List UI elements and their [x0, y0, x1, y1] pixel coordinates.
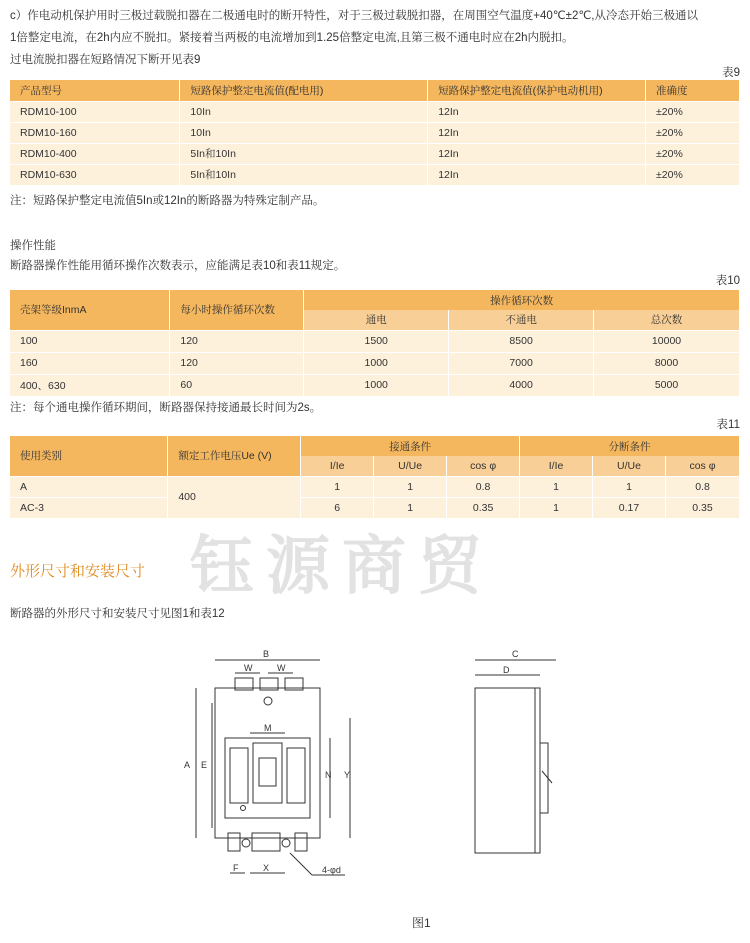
t11-cell: 1	[520, 476, 593, 497]
t11-cell: 1	[520, 497, 593, 518]
t11-sub: cos φ	[665, 456, 739, 476]
dim-W-left: W	[244, 663, 253, 673]
table9-label: 表9	[722, 67, 740, 79]
t11-sub: U/Ue	[374, 456, 447, 476]
t9-cell: RDM10-630	[10, 164, 180, 185]
t9-cell: 12In	[428, 122, 646, 143]
t9-cell: 12In	[428, 143, 646, 164]
t9-cell: 12In	[428, 101, 646, 122]
t10-cell: 5000	[594, 374, 740, 396]
t11-cell: 1	[301, 476, 374, 497]
dim-N: N	[325, 770, 332, 780]
dim-Y: Y	[344, 770, 351, 780]
t9-cell: ±20%	[646, 164, 740, 185]
t9-cell: RDM10-160	[10, 122, 180, 143]
t10-sub-not-energized: 不通电	[449, 310, 594, 330]
table-11	[10, 436, 740, 518]
dim-phi: 4-φd	[322, 865, 341, 875]
table-row	[10, 476, 740, 497]
table11-label: 表11	[716, 419, 740, 431]
t10-header-cycles: 操作循环次数	[304, 290, 740, 310]
t10-cell: 100	[10, 330, 170, 352]
intro-line-2: 1倍整定电流，在2h内应不脱扣。紧接着当两极的电流增加到1.25倍整定电流,且第三极不通电时应在2h内脱扣。	[10, 32, 574, 44]
t11-voltage: 400	[168, 476, 301, 518]
t10-cell: 8500	[449, 330, 594, 352]
t11-header-voltage: 额定工作电压Ue (V)	[168, 436, 301, 476]
table10-label: 表10	[715, 275, 740, 287]
t10-cell: 4000	[449, 374, 594, 396]
t10-cell: 120	[170, 352, 304, 374]
t10-cell: 400、630	[10, 374, 170, 396]
t9-cell: RDM10-100	[10, 101, 180, 122]
table-row	[10, 330, 740, 352]
t10-header-per-hour: 每小时操作循环次数	[170, 290, 304, 330]
t11-header-break: 分断条件	[520, 436, 740, 456]
t11-cell: 6	[301, 497, 374, 518]
t11-cell: 0.17	[593, 497, 666, 518]
front-view-body	[215, 688, 320, 838]
t9-cell: 5In和10In	[180, 143, 428, 164]
operation-title: 操作性能	[10, 240, 56, 252]
operation-desc: 断路器操作性能用循环操作次数表示，应能满足表10和表11规定。	[10, 260, 346, 272]
table-row	[10, 164, 740, 185]
table-row	[10, 374, 740, 396]
watermark-text: 钰源商贸	[190, 530, 494, 604]
table-row	[10, 101, 740, 122]
t11-cell: 1	[374, 497, 447, 518]
t9-cell: 10In	[180, 122, 428, 143]
t11-cell: AC-3	[10, 497, 168, 518]
intro-line-3: 过电流脱扣器在短路情况下断开见表9	[10, 54, 201, 66]
t11-sub: I/Ie	[520, 456, 593, 476]
t10-cell: 7000	[449, 352, 594, 374]
dim-F: F	[233, 863, 239, 873]
t10-cell: 8000	[594, 352, 740, 374]
t10-sub-energized: 通电	[304, 310, 449, 330]
table-row	[10, 352, 740, 374]
t11-cell: 0.35	[447, 497, 520, 518]
section-desc: 断路器的外形尺寸和安装尺寸见图1和表12	[10, 608, 225, 620]
section-heading: 外形尺寸和安装尺寸	[10, 563, 146, 580]
t10-cell: 1500	[304, 330, 449, 352]
t10-cell: 10000	[594, 330, 740, 352]
dim-W-right: W	[277, 663, 286, 673]
intro-line-1: c）作电动机保护用时三极过载脱扣器在二极通电时的断开特性，对于三极过载脱扣器，在周围空气温度+40℃±2℃,从冷态开始三极通以	[10, 10, 698, 22]
t11-sub: cos φ	[447, 456, 520, 476]
t10-cell: 60	[170, 374, 304, 396]
t11-cell: 1	[374, 476, 447, 497]
breaker-dimension-drawing	[0, 643, 750, 943]
t9-cell: ±20%	[646, 143, 740, 164]
side-view-body	[475, 688, 540, 853]
t9-cell: RDM10-400	[10, 143, 180, 164]
dim-A: A	[184, 760, 191, 770]
table-row	[10, 143, 740, 164]
t11-cell: 0.35	[665, 497, 739, 518]
t9-cell: 10In	[180, 101, 428, 122]
t9-header-accuracy: 准确度	[646, 80, 740, 101]
t10-cell: 160	[10, 352, 170, 374]
table10-note: 注：每个通电操作循环期间，断路器保持接通最长时间为2s。	[10, 402, 322, 414]
t11-sub: U/Ue	[593, 456, 666, 476]
dim-B: B	[263, 649, 270, 659]
t11-cell: A	[10, 476, 168, 497]
dim-E: E	[201, 760, 208, 770]
t9-cell: 12In	[428, 164, 646, 185]
t11-header-category: 使用类别	[10, 436, 168, 476]
t9-cell: ±20%	[646, 122, 740, 143]
t10-cell: 120	[170, 330, 304, 352]
table-10	[10, 290, 740, 396]
t11-cell: 0.8	[665, 476, 739, 497]
t9-cell: 5In和10In	[180, 164, 428, 185]
t10-header-frame: 壳架等级InmA	[10, 290, 170, 330]
dim-M: M	[264, 723, 272, 733]
t10-cell: 1000	[304, 352, 449, 374]
t11-cell: 0.8	[447, 476, 520, 497]
table-row	[10, 122, 740, 143]
t9-header-motor: 短路保护整定电流值(保护电动机用)	[428, 80, 646, 101]
t10-cell: 1000	[304, 374, 449, 396]
dim-X: X	[263, 863, 270, 873]
t11-sub: I/Ie	[301, 456, 374, 476]
table-9	[10, 80, 740, 185]
dim-D: D	[503, 665, 510, 675]
t9-header-model: 产品型号	[10, 80, 180, 101]
table9-note: 注：短路保护整定电流值5In或12In的断路器为特殊定制产品。	[10, 195, 325, 207]
figure-caption: 图1	[412, 916, 431, 930]
t9-header-dist: 短路保护整定电流值(配电用)	[180, 80, 428, 101]
t11-header-make: 接通条件	[301, 436, 520, 456]
t10-sub-total: 总次数	[594, 310, 740, 330]
t9-cell: ±20%	[646, 101, 740, 122]
t11-cell: 1	[593, 476, 666, 497]
dim-C: C	[512, 649, 519, 659]
